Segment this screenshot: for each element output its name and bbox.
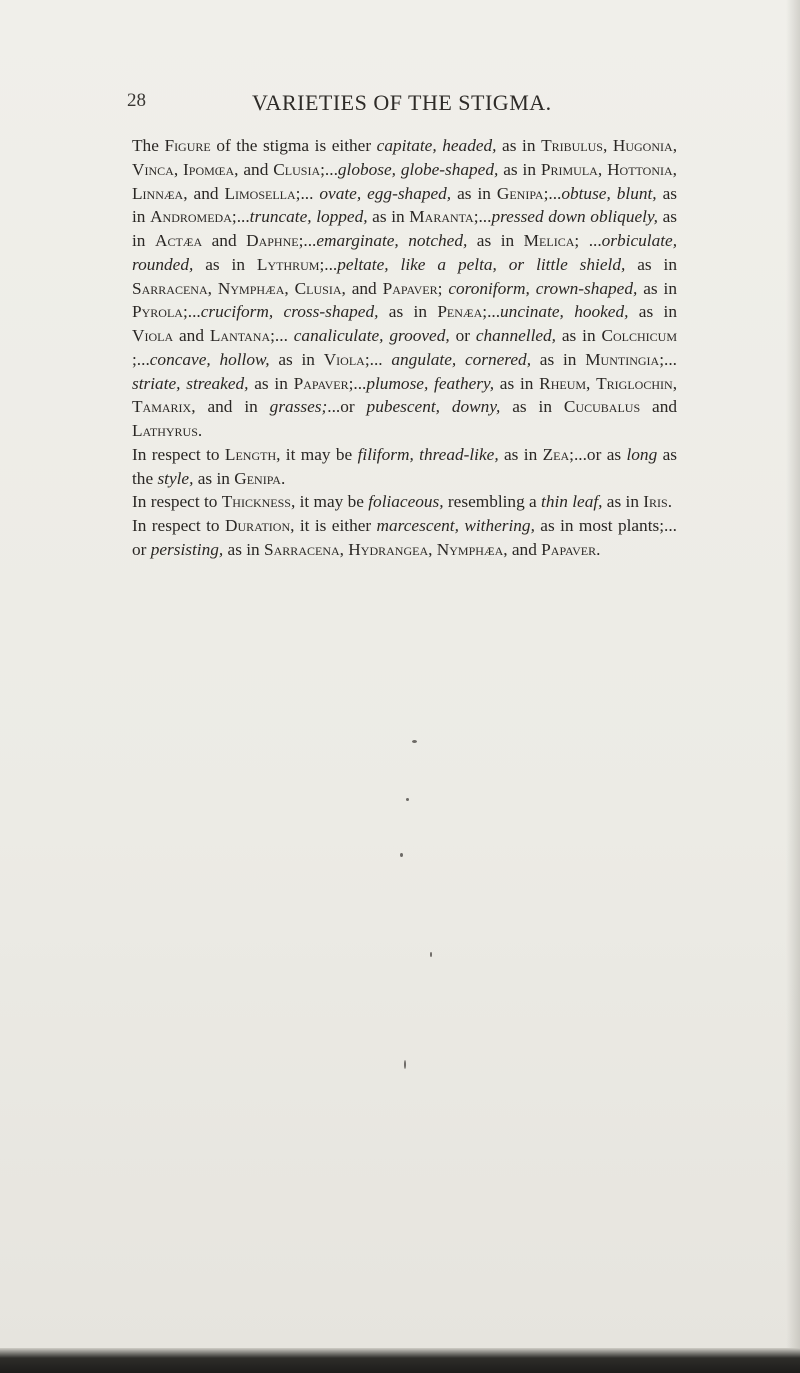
ink-speck	[404, 1060, 406, 1069]
text-run: as in most plants;... or	[132, 516, 677, 559]
smallcaps-run: Papaver	[382, 278, 438, 298]
text-run: and	[640, 397, 677, 417]
smallcaps-run: Melica	[523, 231, 575, 250]
smallcaps-run: Colchicum	[601, 326, 677, 345]
smallcaps-run: Nymphæa	[217, 278, 285, 298]
smallcaps-run: Lantana	[209, 326, 271, 345]
text-run: In respect to	[132, 444, 225, 464]
text-run: as in	[451, 183, 497, 203]
paragraph-length	[132, 443, 677, 491]
italic-run: orbiculate, rounded,	[132, 231, 678, 274]
text-run: as in	[531, 349, 586, 369]
italic-run: truncate, lopped,	[249, 207, 368, 227]
smallcaps-run: Genipa	[234, 468, 281, 488]
text-run: as in	[467, 231, 524, 250]
smallcaps-run: Papaver	[293, 373, 349, 393]
text-run: The	[132, 136, 165, 155]
smallcaps-run: Sarracena	[132, 278, 208, 298]
text-run: ;...	[298, 231, 317, 250]
text-run: as in	[498, 444, 543, 464]
text-run: as in	[496, 136, 542, 155]
text-run: ,	[173, 159, 184, 179]
italic-run: marcescent, withering,	[376, 516, 535, 535]
italic-run: pubescent, downy,	[366, 397, 501, 417]
italic-run: channelled,	[475, 326, 556, 345]
italic-run: plumose, feathery,	[366, 373, 495, 393]
text-run: , and	[503, 539, 542, 559]
italic-run: persisting,	[150, 539, 224, 559]
smallcaps-run: Duration	[224, 516, 291, 535]
text-run: as in	[367, 207, 410, 227]
text-run: .	[280, 468, 286, 488]
text-run: as in	[498, 159, 541, 179]
smallcaps-run: Nymphæa	[436, 539, 504, 559]
italic-run: filiform, thread-like,	[357, 444, 499, 464]
text-run: , and in	[191, 397, 270, 417]
smallcaps-run: Clusia	[294, 278, 342, 298]
smallcaps-run: Hugonia	[612, 136, 673, 155]
smallcaps-run: Primula	[540, 159, 598, 179]
smallcaps-run: Lathyrus	[132, 421, 198, 440]
smallcaps-run: Thickness	[221, 492, 291, 512]
smallcaps-run: Andromeda	[150, 207, 232, 227]
page-number: 28	[127, 90, 146, 111]
text-run: ,	[339, 539, 349, 559]
smallcaps-run: Ipomœa	[183, 159, 235, 179]
text-run: ;...	[231, 207, 250, 227]
text-run: as in	[494, 373, 540, 393]
body-text	[132, 134, 677, 562]
italic-run: angulate, cornered,	[391, 349, 532, 369]
text-run: as in	[132, 183, 677, 227]
text-run: and	[202, 231, 247, 250]
italic-run: pressed down obliquely,	[491, 207, 658, 227]
text-run: ;...	[320, 159, 338, 179]
smallcaps-run: Vinca	[132, 159, 174, 179]
smallcaps-run: Hottonia	[607, 159, 673, 179]
text-run: .	[667, 492, 673, 512]
smallcaps-run: Cucubalus	[563, 397, 641, 417]
text-run: ,	[428, 539, 437, 559]
italic-run: globose, globe-shaped,	[337, 159, 499, 179]
italic-run: obtuse, blunt,	[561, 183, 657, 203]
text-run: as in	[193, 468, 235, 488]
text-run: , and	[234, 159, 274, 179]
italic-run: thin leaf,	[541, 492, 603, 512]
text-run: as in	[602, 492, 644, 512]
page-header	[0, 90, 800, 120]
text-run: as in	[378, 302, 438, 322]
text-run: ,	[672, 159, 677, 179]
italic-run: ovate, egg-shaped,	[319, 183, 452, 203]
text-run: ;...	[348, 373, 367, 393]
smallcaps-run: Genipa	[496, 183, 544, 203]
text-run: as in	[248, 373, 294, 393]
text-run: as in	[625, 254, 677, 274]
italic-run: cruciform, cross-shaped,	[200, 302, 379, 322]
italic-run: foliaceous,	[368, 492, 444, 512]
text-run: ;...	[295, 183, 320, 203]
italic-run: emarginate, notched,	[316, 231, 468, 250]
smallcaps-run: Triglochin	[596, 373, 673, 393]
text-run: ;...	[543, 183, 562, 203]
text-run: as in	[269, 349, 324, 369]
text-run: , it may be	[276, 444, 358, 464]
text-run: , and	[183, 183, 225, 203]
text-run: as in	[637, 278, 677, 298]
text-run: ...or	[327, 397, 367, 417]
italic-run: long	[626, 444, 658, 464]
text-run: ;...	[132, 349, 150, 369]
text-run: .	[197, 421, 203, 440]
text-run: , and	[341, 278, 383, 298]
italic-run: canaliculate, grooved,	[293, 326, 450, 345]
italic-run: style,	[157, 468, 194, 488]
text-run: resembling a	[443, 492, 542, 512]
ink-speck	[412, 740, 417, 743]
text-run: ,	[586, 373, 597, 393]
smallcaps-run: Penæa	[437, 302, 483, 322]
text-run: ;...	[182, 302, 201, 322]
smallcaps-run: Actæa	[154, 231, 203, 250]
text-run: In respect to	[132, 492, 222, 512]
text-run: In respect to	[132, 516, 225, 535]
text-run: ;...	[364, 349, 392, 369]
text-run: as in	[500, 397, 564, 417]
text-run: ,	[672, 373, 678, 393]
text-run: .	[596, 539, 601, 559]
italic-run: concave, hollow,	[149, 349, 270, 369]
text-run: ;...	[659, 349, 677, 369]
text-run: ;...	[319, 254, 338, 274]
text-run: as in	[556, 326, 602, 345]
text-run: as in	[223, 539, 265, 559]
text-run: ,	[207, 278, 218, 298]
italic-run: uncinate, hooked,	[500, 302, 629, 322]
smallcaps-run: Clusia	[273, 159, 321, 179]
text-run: ,	[597, 159, 608, 179]
text-run: as the	[132, 444, 677, 488]
text-run: ,	[602, 136, 613, 155]
text-run: as in	[628, 302, 677, 322]
text-run: as in	[132, 207, 678, 250]
running-title: VARIETIES OF THE STIGMA.	[252, 90, 552, 115]
smallcaps-run: Tribulus	[541, 136, 603, 155]
text-run: as in	[193, 254, 257, 274]
text-run: ; ...	[574, 231, 602, 250]
smallcaps-run: Zea	[542, 444, 570, 464]
smallcaps-run: Muntingia	[585, 349, 660, 369]
text-run: ;	[437, 278, 449, 298]
smallcaps-run: Pyrola	[132, 302, 183, 322]
text-run: ,	[284, 278, 295, 298]
smallcaps-run: Iris	[643, 492, 668, 512]
smallcaps-run: Sarracena	[264, 539, 340, 559]
italic-run: grasses;	[269, 397, 328, 417]
italic-run: striate, streaked,	[132, 373, 249, 393]
italic-run: peltate, like a pelta, or little shield,	[337, 254, 626, 274]
smallcaps-run: Hydrangea	[348, 539, 429, 559]
smallcaps-run: Rheum	[539, 373, 587, 393]
text-run: and	[173, 326, 210, 345]
ink-speck	[406, 798, 409, 801]
smallcaps-run: Length	[224, 444, 277, 464]
smallcaps-run: Linnæa	[132, 183, 184, 203]
smallcaps-run: Viola	[323, 349, 365, 369]
text-run: or	[449, 326, 476, 345]
scan-bottom-edge	[0, 1348, 800, 1373]
smallcaps-run: Maranta	[409, 207, 474, 227]
ink-speck	[430, 952, 432, 957]
text-run: of the stigma is either	[210, 136, 377, 155]
paragraph-figure	[132, 134, 677, 443]
text-run: , it may be	[290, 492, 369, 512]
text-run: ;...or as	[569, 444, 627, 464]
ink-speck	[400, 853, 403, 857]
text-run: ;...	[473, 207, 492, 227]
text-run: ,	[672, 136, 678, 155]
smallcaps-run: Figure	[164, 136, 211, 155]
smallcaps-run: Lythrum	[256, 254, 320, 274]
italic-run: coroniform, crown-shaped,	[448, 278, 638, 298]
smallcaps-run: Tamarix	[132, 397, 192, 417]
page-edge-shadow	[786, 0, 800, 1373]
smallcaps-run: Papaver	[541, 539, 597, 559]
text-run: ;...	[482, 302, 501, 322]
paragraph-thickness	[132, 490, 677, 514]
smallcaps-run: Daphne	[246, 231, 299, 250]
italic-run: capitate, headed,	[376, 136, 497, 155]
text-run: , it is either	[290, 516, 377, 535]
smallcaps-run: Viola	[132, 326, 174, 345]
smallcaps-run: Limosella	[224, 183, 296, 203]
text-run: ;...	[270, 326, 294, 345]
paragraph-duration	[132, 514, 677, 562]
